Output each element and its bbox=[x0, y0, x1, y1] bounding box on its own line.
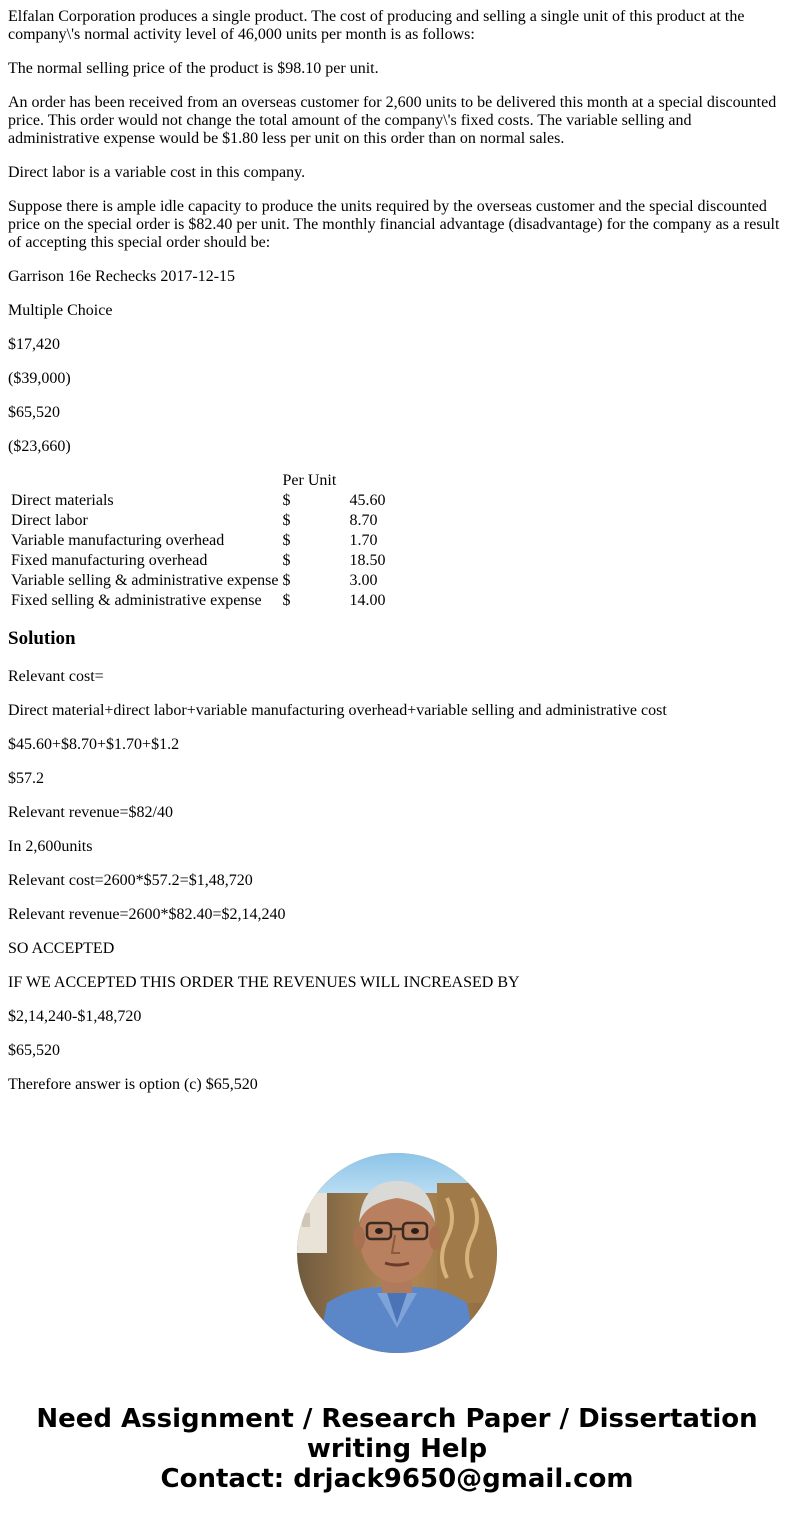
solution-heading: Solution bbox=[8, 628, 76, 649]
solution-line: Relevant cost=2600*$57.2=$1,48,720 bbox=[8, 872, 253, 889]
selling-price-text: The normal selling price of the product is $98.10 per unit. bbox=[8, 60, 379, 77]
question-source: Garrison 16e Rechecks 2017-12-15 bbox=[8, 268, 236, 285]
solution-line: $45.60+$8.70+$1.70+$1.2 bbox=[8, 736, 180, 753]
solution-line: Therefore answer is option (c) $65,520 bbox=[8, 1076, 258, 1093]
row-label: Fixed selling & administrative expense bbox=[11, 592, 262, 609]
row-currency: $ bbox=[282, 532, 291, 549]
solution-line: Relevant cost= bbox=[8, 668, 104, 685]
choice-c: $65,520 bbox=[8, 404, 60, 421]
table-row bbox=[10, 512, 386, 530]
row-value: 1.70 bbox=[349, 532, 378, 549]
avatar bbox=[297, 1153, 497, 1353]
table-row bbox=[10, 572, 386, 590]
row-label: Fixed manufacturing overhead bbox=[11, 552, 208, 569]
solution-line: SO ACCEPTED bbox=[8, 940, 115, 957]
promo-line: Need Assignment / Research Paper / Dissertation bbox=[36, 1404, 758, 1434]
row-label: Direct labor bbox=[11, 512, 88, 529]
cost-table-header: Per Unit bbox=[282, 472, 337, 489]
promo-line: writing Help bbox=[306, 1434, 488, 1464]
solution-line: Relevant revenue=2600*$82.40=$2,14,240 bbox=[8, 906, 286, 923]
avatar-portrait-image bbox=[297, 1153, 497, 1353]
choice-b: ($39,000) bbox=[8, 370, 71, 387]
row-label: Variable selling & administrative expense bbox=[11, 572, 279, 589]
solution-line: IF WE ACCEPTED THIS ORDER THE REVENUES WILL INCREASED BY bbox=[8, 974, 520, 991]
multiple-choice-header: Multiple Choice bbox=[8, 302, 113, 319]
choice-d: ($23,660) bbox=[8, 438, 71, 455]
row-currency: $ bbox=[282, 592, 291, 609]
row-currency: $ bbox=[282, 492, 291, 509]
solution-line: $2,14,240-$1,48,720 bbox=[8, 1008, 142, 1025]
table-row bbox=[10, 592, 386, 610]
row-value: 14.00 bbox=[349, 592, 386, 609]
labor-note: Direct labor is a variable cost in this company. bbox=[8, 164, 306, 181]
solution-line: $65,520 bbox=[8, 1042, 60, 1059]
row-label: Variable manufacturing overhead bbox=[11, 532, 225, 549]
table-row bbox=[10, 492, 386, 510]
row-currency: $ bbox=[282, 572, 291, 589]
cost-table-header-row bbox=[10, 472, 386, 490]
special-order-text: An order has been received from an overseas customer for 2,600 units to be delivered this month at a special discounted price. This order would not change the total amount of the company\'s fixed costs. The variable selling and administrative expense would be $1.80 less per unit on this order than on normal sales. bbox=[8, 94, 777, 147]
table-row bbox=[10, 552, 386, 570]
question-intro: Elfalan Corporation produces a single product. The cost of producing and selling a single unit of this product at the company\'s normal activity level of 46,000 units per month is as follows: bbox=[8, 8, 745, 43]
solution-line: In 2,600units bbox=[8, 838, 93, 855]
cost-table bbox=[8, 470, 388, 612]
promo-banner bbox=[0, 1404, 794, 1494]
promo-contact: Contact: drjack9650@gmail.com bbox=[160, 1464, 634, 1494]
row-currency: $ bbox=[282, 552, 291, 569]
table-row bbox=[10, 532, 386, 550]
solution-line: Direct material+direct labor+variable manufacturing overhead+variable selling and administrative cost bbox=[8, 702, 667, 719]
solution-line: $57.2 bbox=[8, 770, 44, 787]
row-value: 18.50 bbox=[349, 552, 386, 569]
row-value: 45.60 bbox=[349, 492, 386, 509]
row-currency: $ bbox=[282, 512, 291, 529]
row-value: 8.70 bbox=[349, 512, 378, 529]
row-value: 3.00 bbox=[349, 572, 378, 589]
question-prompt: Suppose there is ample idle capacity to produce the units required by the overseas customer and the special discounted price on the special order is $82.40 per unit. The monthly financial advantage (disadvantage) for the company as a result of accepting this special order should be: bbox=[8, 198, 780, 251]
solution-line: Relevant revenue=$82/40 bbox=[8, 804, 173, 821]
row-label: Direct materials bbox=[11, 492, 114, 509]
choice-a: $17,420 bbox=[8, 336, 60, 353]
